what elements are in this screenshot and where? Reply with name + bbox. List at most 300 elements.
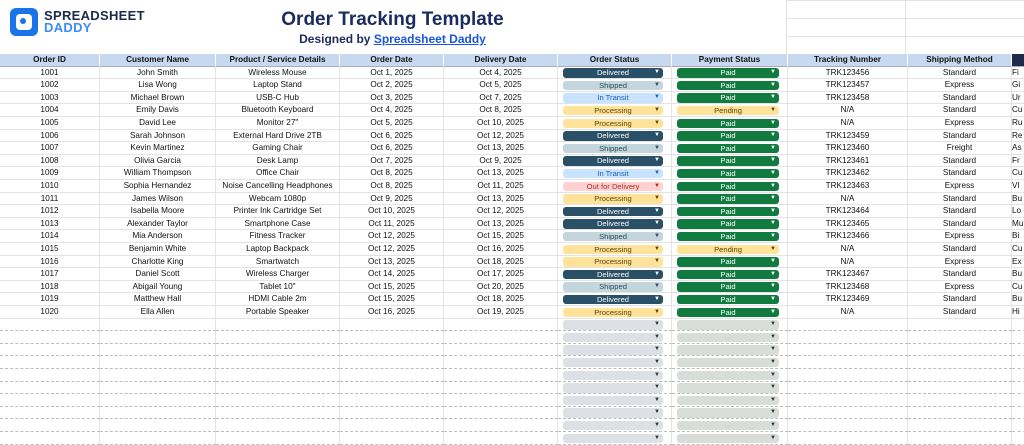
payment-status-cell[interactable] <box>672 356 788 369</box>
product-cell[interactable] <box>216 407 340 420</box>
chevron-down-icon[interactable]: ▼ <box>654 195 660 202</box>
order-id-cell[interactable] <box>0 394 100 407</box>
order-id-cell[interactable]: 1015 <box>0 243 100 256</box>
chevron-down-icon[interactable]: ▼ <box>770 295 776 302</box>
product-cell[interactable]: Desk Lamp <box>216 155 340 168</box>
customer-name-cell[interactable] <box>100 394 216 407</box>
product-cell[interactable]: Printer Ink Cartridge Set <box>216 205 340 218</box>
product-cell[interactable]: Bluetooth Keyboard <box>216 104 340 117</box>
shipping-method-cell[interactable]: Express <box>908 230 1012 243</box>
order-date-cell[interactable]: Oct 11, 2025 <box>340 218 444 231</box>
shipping-method-cell[interactable] <box>908 382 1012 395</box>
order-date-cell[interactable]: Oct 16, 2025 <box>340 306 444 319</box>
product-cell[interactable] <box>216 356 340 369</box>
payment-status-cell[interactable] <box>672 407 788 420</box>
order-id-cell[interactable]: 1014 <box>0 230 100 243</box>
overflow-cell[interactable]: Lo <box>1012 205 1024 218</box>
overflow-cell[interactable]: Fi <box>1012 67 1024 80</box>
order-status-dropdown[interactable] <box>563 345 663 355</box>
tracking-number-cell[interactable]: TRK123458 <box>788 92 908 105</box>
tracking-number-cell[interactable] <box>788 331 908 344</box>
tracking-number-cell[interactable]: TRK123467 <box>788 268 908 281</box>
payment-status-cell[interactable] <box>672 142 788 155</box>
order-status-dropdown[interactable] <box>563 144 663 154</box>
tracking-number-cell[interactable]: TRK123459 <box>788 130 908 143</box>
chevron-down-icon[interactable]: ▼ <box>770 182 776 189</box>
customer-name-cell[interactable] <box>100 344 216 357</box>
payment-status-cell[interactable] <box>672 117 788 130</box>
order-date-cell[interactable]: Oct 10, 2025 <box>340 205 444 218</box>
product-cell[interactable]: Smartphone Case <box>216 218 340 231</box>
order-status-dropdown[interactable] <box>563 408 663 418</box>
chevron-down-icon[interactable]: ▼ <box>770 69 776 76</box>
customer-name-cell[interactable]: Matthew Hall <box>100 293 216 306</box>
order-date-cell[interactable]: Oct 8, 2025 <box>340 180 444 193</box>
delivery-date-cell[interactable] <box>444 407 558 420</box>
chevron-down-icon[interactable]: ▼ <box>654 421 660 428</box>
overflow-cell[interactable]: Bu <box>1012 293 1024 306</box>
shipping-method-cell[interactable]: Express <box>908 79 1012 92</box>
order-status-dropdown[interactable] <box>563 207 663 217</box>
tracking-number-cell[interactable] <box>788 356 908 369</box>
order-date-cell[interactable] <box>340 344 444 357</box>
product-cell[interactable] <box>216 419 340 432</box>
order-status-cell[interactable] <box>558 180 672 193</box>
overflow-cell[interactable]: Hi <box>1012 306 1024 319</box>
order-status-dropdown[interactable] <box>563 295 663 305</box>
payment-status-cell[interactable] <box>672 369 788 382</box>
order-status-dropdown[interactable] <box>563 371 663 381</box>
payment-status-cell[interactable] <box>672 104 788 117</box>
overflow-cell[interactable]: Cu <box>1012 281 1024 294</box>
order-status-cell[interactable] <box>558 243 672 256</box>
chevron-down-icon[interactable]: ▼ <box>654 321 660 328</box>
order-status-cell[interactable] <box>558 205 672 218</box>
chevron-down-icon[interactable]: ▼ <box>770 270 776 277</box>
customer-name-cell[interactable]: Olivia Garcia <box>100 155 216 168</box>
order-status-cell[interactable] <box>558 432 672 445</box>
customer-name-cell[interactable]: Sophia Hernandez <box>100 180 216 193</box>
order-date-cell[interactable]: Oct 2, 2025 <box>340 79 444 92</box>
order-status-cell[interactable] <box>558 281 672 294</box>
order-id-cell[interactable] <box>0 344 100 357</box>
order-status-dropdown[interactable] <box>563 106 663 116</box>
payment-status-cell[interactable] <box>672 319 788 332</box>
shipping-method-cell[interactable]: Express <box>908 256 1012 269</box>
tracking-number-cell[interactable] <box>788 419 908 432</box>
payment-status-cell[interactable] <box>672 167 788 180</box>
chevron-down-icon[interactable]: ▼ <box>654 333 660 340</box>
column-header-order-date[interactable]: Order Date <box>340 54 444 67</box>
chevron-down-icon[interactable]: ▼ <box>654 245 660 252</box>
chevron-down-icon[interactable]: ▼ <box>654 119 660 126</box>
chevron-down-icon[interactable]: ▼ <box>654 157 660 164</box>
shipping-method-cell[interactable] <box>908 432 1012 445</box>
order-id-cell[interactable]: 1018 <box>0 281 100 294</box>
chevron-down-icon[interactable]: ▼ <box>654 81 660 88</box>
chevron-down-icon[interactable]: ▼ <box>770 358 776 365</box>
chevron-down-icon[interactable]: ▼ <box>654 283 660 290</box>
chevron-down-icon[interactable]: ▼ <box>770 346 776 353</box>
tracking-number-cell[interactable]: TRK123463 <box>788 180 908 193</box>
chevron-down-icon[interactable]: ▼ <box>654 346 660 353</box>
order-status-dropdown[interactable] <box>563 93 663 103</box>
overflow-cell[interactable]: Cu <box>1012 104 1024 117</box>
order-id-cell[interactable] <box>0 407 100 420</box>
column-header-tracking-number[interactable]: Tracking Number <box>788 54 908 67</box>
shipping-method-cell[interactable]: Standard <box>908 104 1012 117</box>
order-date-cell[interactable] <box>340 319 444 332</box>
shipping-method-cell[interactable] <box>908 356 1012 369</box>
product-cell[interactable]: Gaming Chair <box>216 142 340 155</box>
order-id-cell[interactable]: 1001 <box>0 67 100 80</box>
customer-name-cell[interactable]: Daniel Scott <box>100 268 216 281</box>
order-id-cell[interactable]: 1020 <box>0 306 100 319</box>
product-cell[interactable]: Fitness Tracker <box>216 230 340 243</box>
chevron-down-icon[interactable]: ▼ <box>654 396 660 403</box>
product-cell[interactable]: Laptop Backpack <box>216 243 340 256</box>
order-status-dropdown[interactable] <box>563 308 663 318</box>
payment-status-dropdown[interactable] <box>677 194 779 204</box>
order-date-cell[interactable]: Oct 8, 2025 <box>340 167 444 180</box>
order-id-cell[interactable]: 1017 <box>0 268 100 281</box>
shipping-method-cell[interactable] <box>908 369 1012 382</box>
customer-name-cell[interactable]: William Thompson <box>100 167 216 180</box>
product-cell[interactable]: USB-C Hub <box>216 92 340 105</box>
order-date-cell[interactable] <box>340 407 444 420</box>
product-cell[interactable]: Monitor 27" <box>216 117 340 130</box>
order-status-dropdown[interactable] <box>563 434 663 444</box>
shipping-method-cell[interactable] <box>908 319 1012 332</box>
delivery-date-cell[interactable] <box>444 432 558 445</box>
chevron-down-icon[interactable]: ▼ <box>770 371 776 378</box>
payment-status-dropdown[interactable] <box>677 144 779 154</box>
tracking-number-cell[interactable]: N/A <box>788 243 908 256</box>
delivery-date-cell[interactable]: Oct 4, 2025 <box>444 67 558 80</box>
product-cell[interactable]: Smartwatch <box>216 256 340 269</box>
order-id-cell[interactable]: 1006 <box>0 130 100 143</box>
payment-status-cell[interactable] <box>672 79 788 92</box>
customer-name-cell[interactable]: John Smith <box>100 67 216 80</box>
shipping-method-cell[interactable]: Freight <box>908 142 1012 155</box>
order-status-dropdown[interactable] <box>563 131 663 141</box>
customer-name-cell[interactable]: Charlotte King <box>100 256 216 269</box>
shipping-method-cell[interactable] <box>908 407 1012 420</box>
order-date-cell[interactable] <box>340 331 444 344</box>
order-date-cell[interactable]: Oct 12, 2025 <box>340 230 444 243</box>
payment-status-dropdown[interactable] <box>677 245 779 255</box>
product-cell[interactable] <box>216 394 340 407</box>
column-header-product[interactable]: Product / Service Details <box>216 54 340 67</box>
payment-status-cell[interactable] <box>672 193 788 206</box>
shipping-method-cell[interactable]: Express <box>908 281 1012 294</box>
overflow-cell[interactable]: Mu <box>1012 218 1024 231</box>
chevron-down-icon[interactable]: ▼ <box>654 371 660 378</box>
order-status-cell[interactable] <box>558 394 672 407</box>
shipping-method-cell[interactable]: Express <box>908 117 1012 130</box>
customer-name-cell[interactable] <box>100 432 216 445</box>
tracking-number-cell[interactable]: N/A <box>788 117 908 130</box>
tracking-number-cell[interactable]: N/A <box>788 256 908 269</box>
order-status-dropdown[interactable] <box>563 421 663 431</box>
product-cell[interactable] <box>216 369 340 382</box>
chevron-down-icon[interactable]: ▼ <box>770 283 776 290</box>
order-id-cell[interactable]: 1011 <box>0 193 100 206</box>
order-status-dropdown[interactable] <box>563 333 663 343</box>
delivery-date-cell[interactable]: Oct 15, 2025 <box>444 230 558 243</box>
payment-status-dropdown[interactable] <box>677 282 779 292</box>
order-date-cell[interactable] <box>340 419 444 432</box>
overflow-cell[interactable] <box>1012 407 1024 420</box>
overflow-cell[interactable]: Gi <box>1012 79 1024 92</box>
product-cell[interactable] <box>216 331 340 344</box>
customer-name-cell[interactable]: Michael Brown <box>100 92 216 105</box>
order-status-cell[interactable] <box>558 356 672 369</box>
column-header-order-status[interactable]: Order Status <box>558 54 672 67</box>
delivery-date-cell[interactable]: Oct 7, 2025 <box>444 92 558 105</box>
chevron-down-icon[interactable]: ▼ <box>654 232 660 239</box>
tracking-number-cell[interactable] <box>788 344 908 357</box>
overflow-cell[interactable]: Ur <box>1012 92 1024 105</box>
product-cell[interactable]: Wireless Charger <box>216 268 340 281</box>
order-status-cell[interactable] <box>558 230 672 243</box>
order-status-cell[interactable] <box>558 193 672 206</box>
product-cell[interactable]: Office Chair <box>216 167 340 180</box>
chevron-down-icon[interactable]: ▼ <box>770 384 776 391</box>
chevron-down-icon[interactable]: ▼ <box>654 94 660 101</box>
order-status-dropdown[interactable] <box>563 270 663 280</box>
order-status-cell[interactable] <box>558 92 672 105</box>
payment-status-cell[interactable] <box>672 155 788 168</box>
column-header-order-id[interactable]: Order ID <box>0 54 100 67</box>
customer-name-cell[interactable]: Sarah Johnson <box>100 130 216 143</box>
column-header-shipping-method[interactable]: Shipping Method <box>908 54 1012 67</box>
payment-status-dropdown[interactable] <box>677 131 779 141</box>
order-status-cell[interactable] <box>558 344 672 357</box>
customer-name-cell[interactable] <box>100 407 216 420</box>
payment-status-dropdown[interactable] <box>677 358 779 368</box>
order-id-cell[interactable]: 1016 <box>0 256 100 269</box>
tracking-number-cell[interactable]: TRK123461 <box>788 155 908 168</box>
order-status-dropdown[interactable] <box>563 169 663 179</box>
order-status-cell[interactable] <box>558 167 672 180</box>
order-status-cell[interactable] <box>558 407 672 420</box>
overflow-cell[interactable] <box>1012 382 1024 395</box>
tracking-number-cell[interactable] <box>788 319 908 332</box>
order-date-cell[interactable]: Oct 6, 2025 <box>340 142 444 155</box>
payment-status-cell[interactable] <box>672 130 788 143</box>
order-status-cell[interactable] <box>558 256 672 269</box>
tracking-number-cell[interactable] <box>788 407 908 420</box>
product-cell[interactable] <box>216 382 340 395</box>
chevron-down-icon[interactable]: ▼ <box>770 106 776 113</box>
customer-name-cell[interactable]: Ella Allen <box>100 306 216 319</box>
order-date-cell[interactable]: Oct 9, 2025 <box>340 193 444 206</box>
payment-status-cell[interactable] <box>672 382 788 395</box>
overflow-cell[interactable]: Ru <box>1012 117 1024 130</box>
chevron-down-icon[interactable]: ▼ <box>654 308 660 315</box>
delivery-date-cell[interactable]: Oct 13, 2025 <box>444 193 558 206</box>
tracking-number-cell[interactable]: TRK123465 <box>788 218 908 231</box>
payment-status-dropdown[interactable] <box>677 169 779 179</box>
delivery-date-cell[interactable]: Oct 13, 2025 <box>444 142 558 155</box>
order-date-cell[interactable]: Oct 15, 2025 <box>340 293 444 306</box>
payment-status-dropdown[interactable] <box>677 119 779 129</box>
column-header-payment-status[interactable]: Payment Status <box>672 54 788 67</box>
order-date-cell[interactable]: Oct 12, 2025 <box>340 243 444 256</box>
order-date-cell[interactable] <box>340 394 444 407</box>
delivery-date-cell[interactable]: Oct 20, 2025 <box>444 281 558 294</box>
tracking-number-cell[interactable] <box>788 432 908 445</box>
payment-status-dropdown[interactable] <box>677 232 779 242</box>
payment-status-dropdown[interactable] <box>677 396 779 406</box>
order-id-cell[interactable]: 1007 <box>0 142 100 155</box>
order-id-cell[interactable]: 1009 <box>0 167 100 180</box>
order-status-cell[interactable] <box>558 218 672 231</box>
order-status-dropdown[interactable] <box>563 358 663 368</box>
overflow-cell[interactable]: Re <box>1012 130 1024 143</box>
chevron-down-icon[interactable]: ▼ <box>654 358 660 365</box>
delivery-date-cell[interactable] <box>444 369 558 382</box>
order-date-cell[interactable]: Oct 15, 2025 <box>340 281 444 294</box>
tracking-number-cell[interactable] <box>788 394 908 407</box>
customer-name-cell[interactable] <box>100 319 216 332</box>
chevron-down-icon[interactable]: ▼ <box>654 132 660 139</box>
chevron-down-icon[interactable]: ▼ <box>770 421 776 428</box>
product-cell[interactable]: Tablet 10" <box>216 281 340 294</box>
order-status-cell[interactable] <box>558 117 672 130</box>
order-status-dropdown[interactable] <box>563 383 663 393</box>
tracking-number-cell[interactable]: N/A <box>788 306 908 319</box>
delivery-date-cell[interactable]: Oct 18, 2025 <box>444 256 558 269</box>
payment-status-cell[interactable] <box>672 306 788 319</box>
order-id-cell[interactable] <box>0 369 100 382</box>
chevron-down-icon[interactable]: ▼ <box>770 333 776 340</box>
chevron-down-icon[interactable]: ▼ <box>770 195 776 202</box>
shipping-method-cell[interactable] <box>908 419 1012 432</box>
chevron-down-icon[interactable]: ▼ <box>770 308 776 315</box>
payment-status-cell[interactable] <box>672 281 788 294</box>
customer-name-cell[interactable]: James Wilson <box>100 193 216 206</box>
order-status-cell[interactable] <box>558 319 672 332</box>
order-status-cell[interactable] <box>558 142 672 155</box>
payment-status-cell[interactable] <box>672 92 788 105</box>
order-status-dropdown[interactable] <box>563 282 663 292</box>
payment-status-dropdown[interactable] <box>677 320 779 330</box>
order-status-dropdown[interactable] <box>563 219 663 229</box>
tracking-number-cell[interactable]: TRK123460 <box>788 142 908 155</box>
chevron-down-icon[interactable]: ▼ <box>770 144 776 151</box>
chevron-down-icon[interactable]: ▼ <box>770 157 776 164</box>
payment-status-cell[interactable] <box>672 331 788 344</box>
order-id-cell[interactable] <box>0 356 100 369</box>
customer-name-cell[interactable]: Isabella Moore <box>100 205 216 218</box>
payment-status-cell[interactable] <box>672 67 788 80</box>
delivery-date-cell[interactable]: Oct 12, 2025 <box>444 130 558 143</box>
delivery-date-cell[interactable]: Oct 13, 2025 <box>444 167 558 180</box>
chevron-down-icon[interactable]: ▼ <box>770 434 776 441</box>
chevron-down-icon[interactable]: ▼ <box>654 258 660 265</box>
chevron-down-icon[interactable]: ▼ <box>770 220 776 227</box>
order-status-cell[interactable] <box>558 419 672 432</box>
chevron-down-icon[interactable]: ▼ <box>770 258 776 265</box>
payment-status-cell[interactable] <box>672 293 788 306</box>
overflow-cell[interactable]: Cu <box>1012 243 1024 256</box>
chevron-down-icon[interactable]: ▼ <box>770 321 776 328</box>
delivery-date-cell[interactable]: Oct 10, 2025 <box>444 117 558 130</box>
product-cell[interactable] <box>216 344 340 357</box>
shipping-method-cell[interactable]: Standard <box>908 67 1012 80</box>
payment-status-dropdown[interactable] <box>677 182 779 192</box>
customer-name-cell[interactable] <box>100 369 216 382</box>
order-date-cell[interactable]: Oct 3, 2025 <box>340 92 444 105</box>
order-id-cell[interactable] <box>0 331 100 344</box>
customer-name-cell[interactable] <box>100 331 216 344</box>
column-header-delivery-date[interactable]: Delivery Date <box>444 54 558 67</box>
order-id-cell[interactable]: 1002 <box>0 79 100 92</box>
shipping-method-cell[interactable]: Standard <box>908 218 1012 231</box>
overflow-cell[interactable] <box>1012 319 1024 332</box>
delivery-date-cell[interactable]: Oct 5, 2025 <box>444 79 558 92</box>
payment-status-dropdown[interactable] <box>677 295 779 305</box>
customer-name-cell[interactable]: Mia Anderson <box>100 230 216 243</box>
payment-status-dropdown[interactable] <box>677 345 779 355</box>
shipping-method-cell[interactable]: Standard <box>908 306 1012 319</box>
customer-name-cell[interactable] <box>100 356 216 369</box>
product-cell[interactable]: Wireless Mouse <box>216 67 340 80</box>
delivery-date-cell[interactable]: Oct 18, 2025 <box>444 293 558 306</box>
order-id-cell[interactable]: 1010 <box>0 180 100 193</box>
order-status-dropdown[interactable] <box>563 396 663 406</box>
overflow-cell[interactable] <box>1012 432 1024 445</box>
tracking-number-cell[interactable]: TRK123469 <box>788 293 908 306</box>
order-date-cell[interactable]: Oct 13, 2025 <box>340 256 444 269</box>
order-date-cell[interactable]: Oct 5, 2025 <box>340 117 444 130</box>
shipping-method-cell[interactable]: Standard <box>908 293 1012 306</box>
designer-link[interactable]: Spreadsheet Daddy <box>373 32 486 46</box>
delivery-date-cell[interactable]: Oct 17, 2025 <box>444 268 558 281</box>
order-date-cell[interactable] <box>340 382 444 395</box>
tracking-number-cell[interactable]: TRK123466 <box>788 230 908 243</box>
delivery-date-cell[interactable] <box>444 331 558 344</box>
payment-status-dropdown[interactable] <box>677 93 779 103</box>
order-status-dropdown[interactable] <box>563 119 663 129</box>
shipping-method-cell[interactable]: Standard <box>908 167 1012 180</box>
shipping-method-cell[interactable] <box>908 394 1012 407</box>
tracking-number-cell[interactable]: TRK123456 <box>788 67 908 80</box>
delivery-date-cell[interactable]: Oct 12, 2025 <box>444 205 558 218</box>
order-status-dropdown[interactable] <box>563 320 663 330</box>
payment-status-cell[interactable] <box>672 268 788 281</box>
shipping-method-cell[interactable] <box>908 344 1012 357</box>
chevron-down-icon[interactable]: ▼ <box>770 409 776 416</box>
payment-status-cell[interactable] <box>672 432 788 445</box>
order-date-cell[interactable]: Oct 7, 2025 <box>340 155 444 168</box>
order-status-cell[interactable] <box>558 382 672 395</box>
tracking-number-cell[interactable]: TRK123464 <box>788 205 908 218</box>
delivery-date-cell[interactable]: Oct 11, 2025 <box>444 180 558 193</box>
overflow-cell[interactable]: Bu <box>1012 193 1024 206</box>
product-cell[interactable]: Portable Speaker <box>216 306 340 319</box>
empty-cell-grid[interactable] <box>786 0 1024 54</box>
column-header-customer-name[interactable]: Customer Name <box>100 54 216 67</box>
tracking-number-cell[interactable]: TRK123468 <box>788 281 908 294</box>
delivery-date-cell[interactable]: Oct 19, 2025 <box>444 306 558 319</box>
tracking-number-cell[interactable] <box>788 369 908 382</box>
chevron-down-icon[interactable]: ▼ <box>770 169 776 176</box>
chevron-down-icon[interactable]: ▼ <box>654 207 660 214</box>
overflow-cell[interactable]: As <box>1012 142 1024 155</box>
